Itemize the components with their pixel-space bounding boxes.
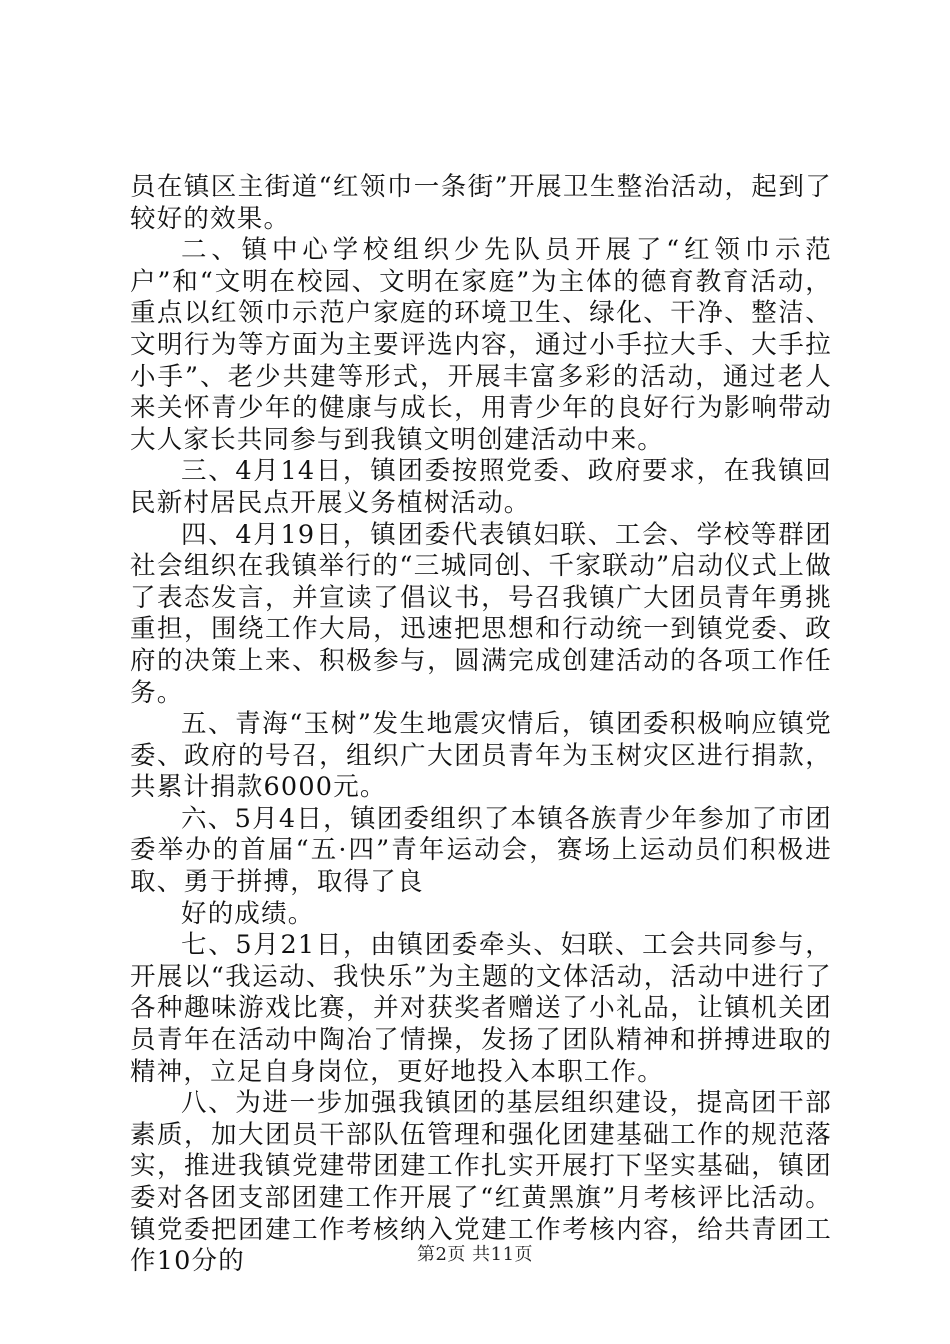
paragraph-item-6-tail: 好的成绩。 [181,898,315,929]
paragraph-item-5: 五、青海“玉树”发生地震灾情后，镇团委积极响应镇党委、政府的号召，组织广大团员青年为玉树灾区进行捐款，共累计捐款6000元。 [130,709,832,803]
page-number-footer: 第2页 共11页 [416,1244,534,1265]
paragraph-item-8: 八、为进一步加强我镇团的基层组织建设，提高团干部素质，加大团员干部队伍管理和强化团建基础工作的规范落实，推进我镇党建带团建工作扎实开展打下坚实基础，镇团委对各团支部团建工作开展了“红黄黑旗”月考核评比活动。镇党委把团建工作考核纳入党建工作考核内容，给共青团工作10分的 [130,1088,832,1277]
paragraph-item-7: 七、5月21日，由镇团委牵头、妇联、工会共同参与，开展以“我运动、我快乐”为主题的文体活动，活动中进行了各种趣味游戏比赛，并对获奖者赠送了小礼品，让镇机关团员青年在活动中陶冶了情操，发扬了团队精神和拼搏进取的精神，立足自身岗位，更好地投入本职工作。 [130,930,832,1087]
paragraph-item-4: 四、4月19日，镇团委代表镇妇联、工会、学校等群团社会组织在我镇举行的“三城同创、千家联动”启动仪式上做了表态发言，并宣读了倡议书，号召我镇广大团员青年勇挑重担，围绕工作大局，迅速把思想和行动统一到镇党委、政府的决策上来、积极参与，圆满完成创建活动的各项工作任务。 [130,519,832,708]
paragraph-item-3: 三、4月14日，镇团委按照党委、政府要求，在我镇回民新村居民点开展义务植树活动。 [130,456,832,518]
paragraph-continuation: 员在镇区主街道“红领巾一条街”开展卫生整治活动，起到了较好的效果。 [130,172,832,234]
paragraph-item-2: 二、镇中心学校组织少先队员开展了“红领巾示范户”和“文明在校园、文明在家庭”为主体的德育教育活动，重点以红领巾示范户家庭的环境卫生、绿化、干净、整洁、文明行为等方面为主要评选内容，通过小手拉大手、大手拉小手”、老少共建等形式，开展丰富多彩的活动，通过老人来关怀青少年的健康与成长，用青少年的良好行为影响带动大人家长共同参与到我镇文明创建活动中来。 [130,235,832,455]
paragraph-item-6: 六、5月4日，镇团委组织了本镇各族青少年参加了市团委举办的首届“五·四”青年运动会，赛场上运动员们积极进取、勇于拼搏，取得了良 [130,803,832,898]
document-body [130,172,832,1278]
